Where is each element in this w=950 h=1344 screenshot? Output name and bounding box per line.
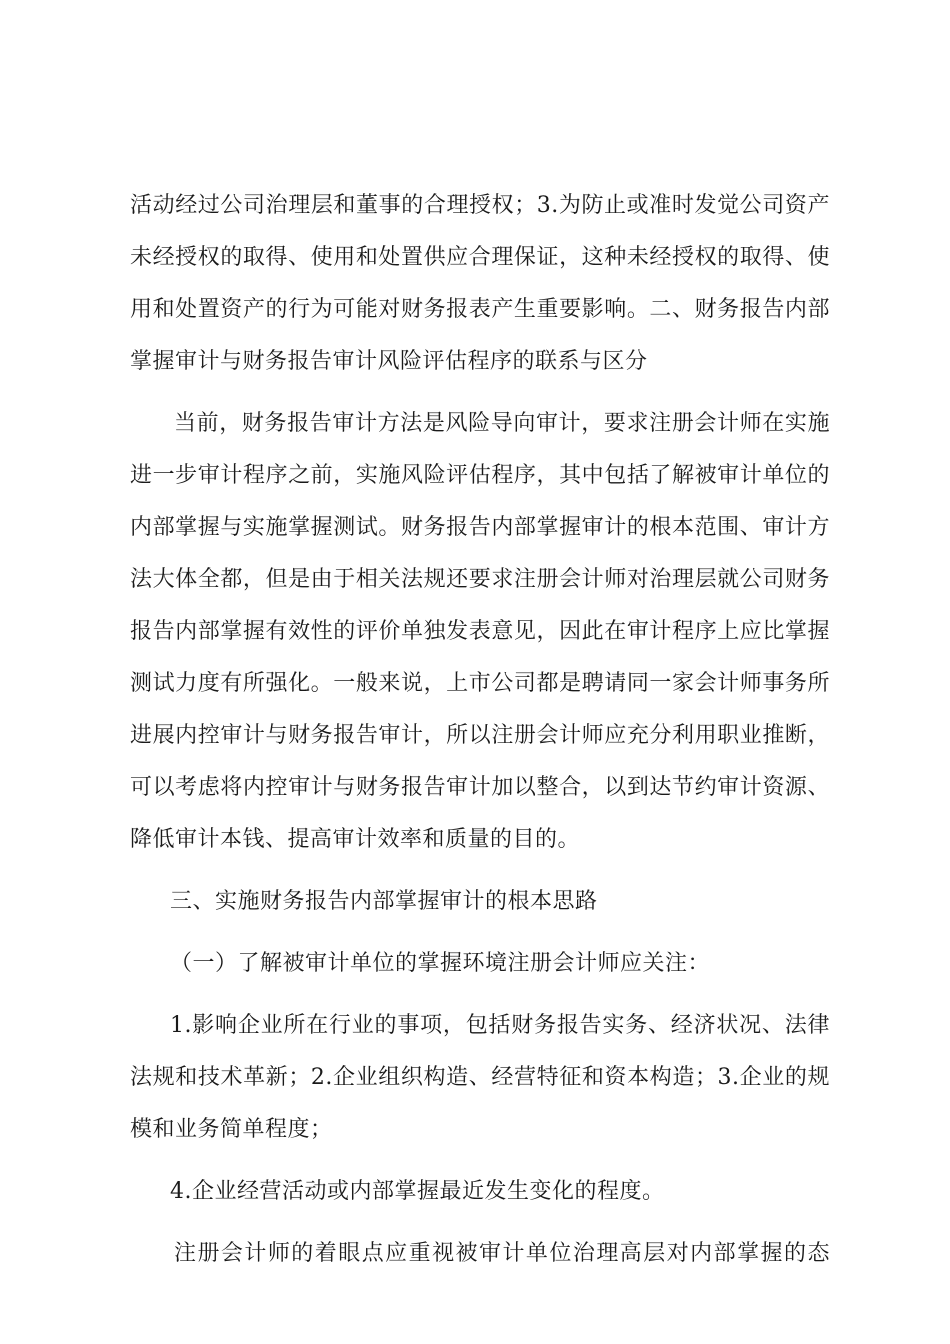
text-line: 降低审计本钱、提高审计效率和质量的目的。 [130, 827, 581, 852]
section-heading [130, 876, 830, 928]
text-line: 进一步审计程序之前，实施风险评估程序，其中包括了解被审计单位的 [130, 463, 830, 488]
text-line: 报告内部掌握有效性的评价单独发表意见，因此在审计程序上应比掌握 [130, 619, 830, 644]
text-line: 测试力度有所强化。一般来说，上市公司都是聘请同一家会计师事务所 [130, 671, 830, 696]
heading-text: （一）了解被审计单位的掌握环境注册会计师应关注： [170, 951, 711, 976]
subsection-heading [130, 938, 830, 990]
text-line: 4.企业经营活动或内部掌握最近发生变化的程度。 [170, 1179, 665, 1204]
text-line: 未经授权的取得、使用和处置供应合理保证，这种未经授权的取得、使 [130, 245, 830, 270]
text-line: 注册会计师的着眼点应重视被审计单位治理高层对内部掌握的态 [174, 1241, 830, 1266]
text-line: 进展内控审计与财务报告审计，所以注册会计师应充分利用职业推断， [130, 723, 830, 748]
paragraph-2 [130, 398, 830, 866]
text-line: 1.影响企业所在行业的事项，包括财务报告实务、经济状况、法律 [170, 1013, 830, 1038]
paragraph-1 [130, 180, 830, 388]
paragraph-list-2 [130, 1166, 830, 1218]
text-line: 内部掌握与实施掌握测试。财务报告内部掌握审计的根本范围、审计方 [130, 515, 830, 540]
heading-text: 三、实施财务报告内部掌握审计的根本思路 [170, 889, 598, 914]
text-line: 法规和技术革新；2.企业组织构造、经营特征和资本构造；3.企业的规 [130, 1065, 830, 1090]
text-line: 法大体全都，但是由于相关法规还要求注册会计师对治理层就公司财务 [130, 567, 830, 592]
text-line: 当前，财务报告审计方法是风险导向审计，要求注册会计师在实施 [174, 411, 830, 436]
paragraph-last [130, 1228, 830, 1280]
text-line: 活动经过公司治理层和董事的合理授权；3.为防止或准时发觉公司资产 [130, 193, 830, 218]
text-line: 模和业务简单程度； [130, 1117, 333, 1142]
text-line: 可以考虑将内控审计与财务报告审计加以整合，以到达节约审计资源、 [130, 775, 830, 800]
text-line: 用和处置资产的行为可能对财务报表产生重要影响。二、财务报告内部 [130, 297, 830, 322]
paragraph-list-1 [130, 1000, 830, 1156]
document-body [130, 180, 830, 1280]
text-line: 掌握审计与财务报告审计风险评估程序的联系与区分 [130, 349, 648, 374]
